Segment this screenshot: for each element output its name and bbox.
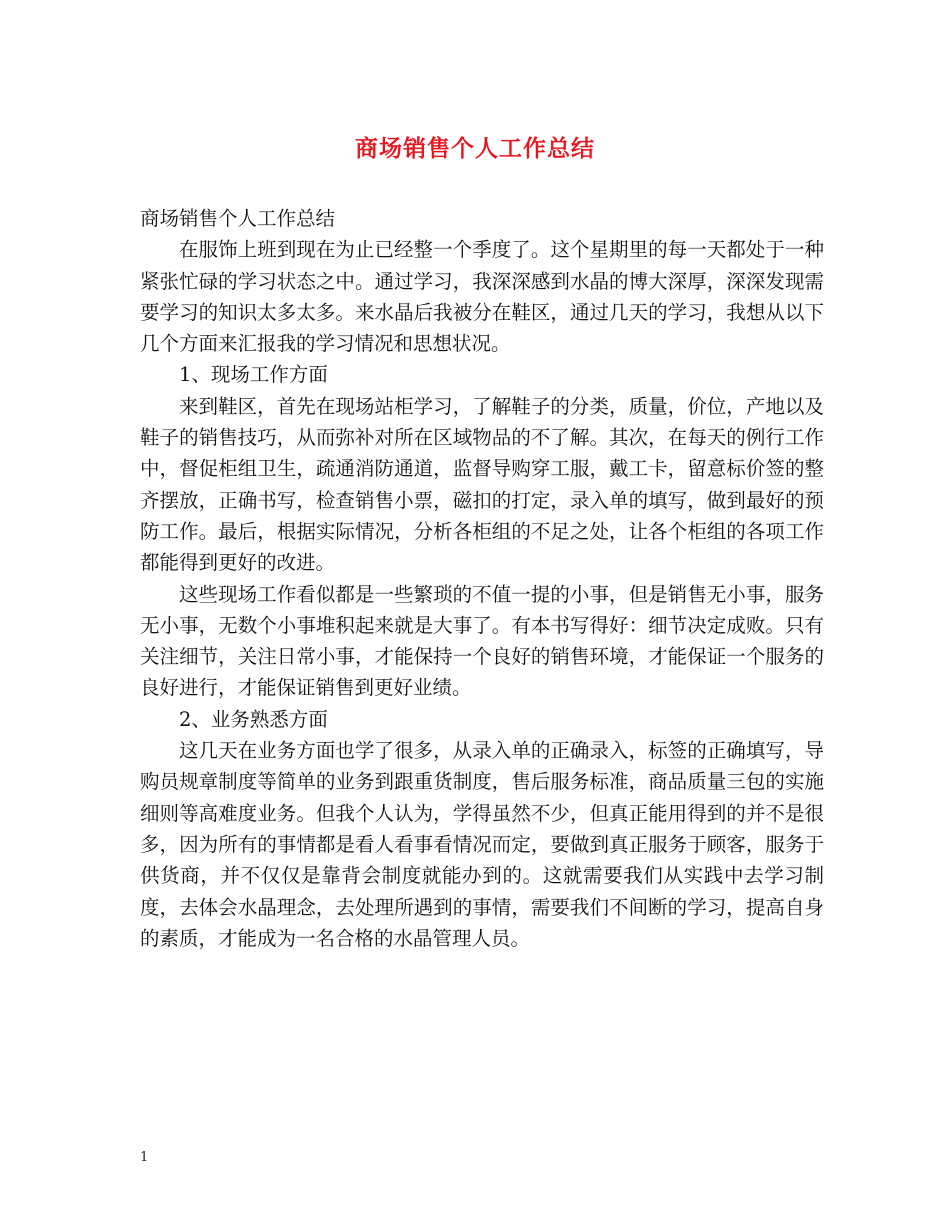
section-heading: 1、现场工作方面 (179, 363, 328, 387)
section-heading: 2、业务熟悉方面 (179, 707, 328, 731)
paragraph: 在服饰上班到现在为止已经整一个季度了。这个星期里的每一天都处于一种紧张忙碌的学习状态之中。通过学习，我深深感到水晶的博大深厚，深深发现需要学习的知识太多太多。来水晶后我被分在鞋区，通过几天的学习，我想从以下几个方面来汇报我的学习情况和思想状况。 (140, 238, 824, 356)
paragraph: 这几天在业务方面也学了很多，从录入单的正确录入，标签的正确填写，导购员规章制度等简单的业务到跟重货制度，售后服务标准，商品质量三包的实施细则等高难度业务。但我个人认为，学得虽然不少，但真正能用得到的并不是很多，因为所有的事情都是看人看事看情况而定，要做到真正服务于顾客，服务于供货商，并不仅仅是靠背会制度就能办到的。这就需要我们从实践中去学习制度，去体会水晶理念，去处理所遇到的事情，需要我们不间断的学习，提高自身的素质，才能成为一名合格的水晶管理人员。 (140, 739, 824, 950)
page-number: 1 (140, 1150, 149, 1165)
paragraph: 来到鞋区，首先在现场站柜学习，了解鞋子的分类，质量，价位，产地以及鞋子的销售技巧，从而弥补对所在区域物品的不了解。其次，在每天的例行工作中，督促柜组卫生，疏通消防通道，监督导购穿工服，戴工卡，留意标价签的整齐摆放，正确书写，检查销售小票，磁扣的打定，录入单的填写，做到最好的预防工作。最后，根据实际情况，分析各柜组的不足之处，让各个柜组的各项工作都能得到更好的改进。 (140, 394, 824, 575)
subtitle: 商场销售个人工作总结 (140, 207, 336, 230)
document-body (140, 203, 824, 954)
document-title: 商场销售个人工作总结 (355, 135, 595, 162)
paragraph: 这些现场工作看似都是一些繁琐的不值一提的小事，但是销售无小事，服务无小事，无数个小事堆积起来就是大事了。有本书写得好：细节决定成败。只有关注细节，关注日常小事，才能保持一个良好的销售环境，才能保证一个服务的良好进行，才能保证销售到更好业绩。 (140, 582, 824, 700)
